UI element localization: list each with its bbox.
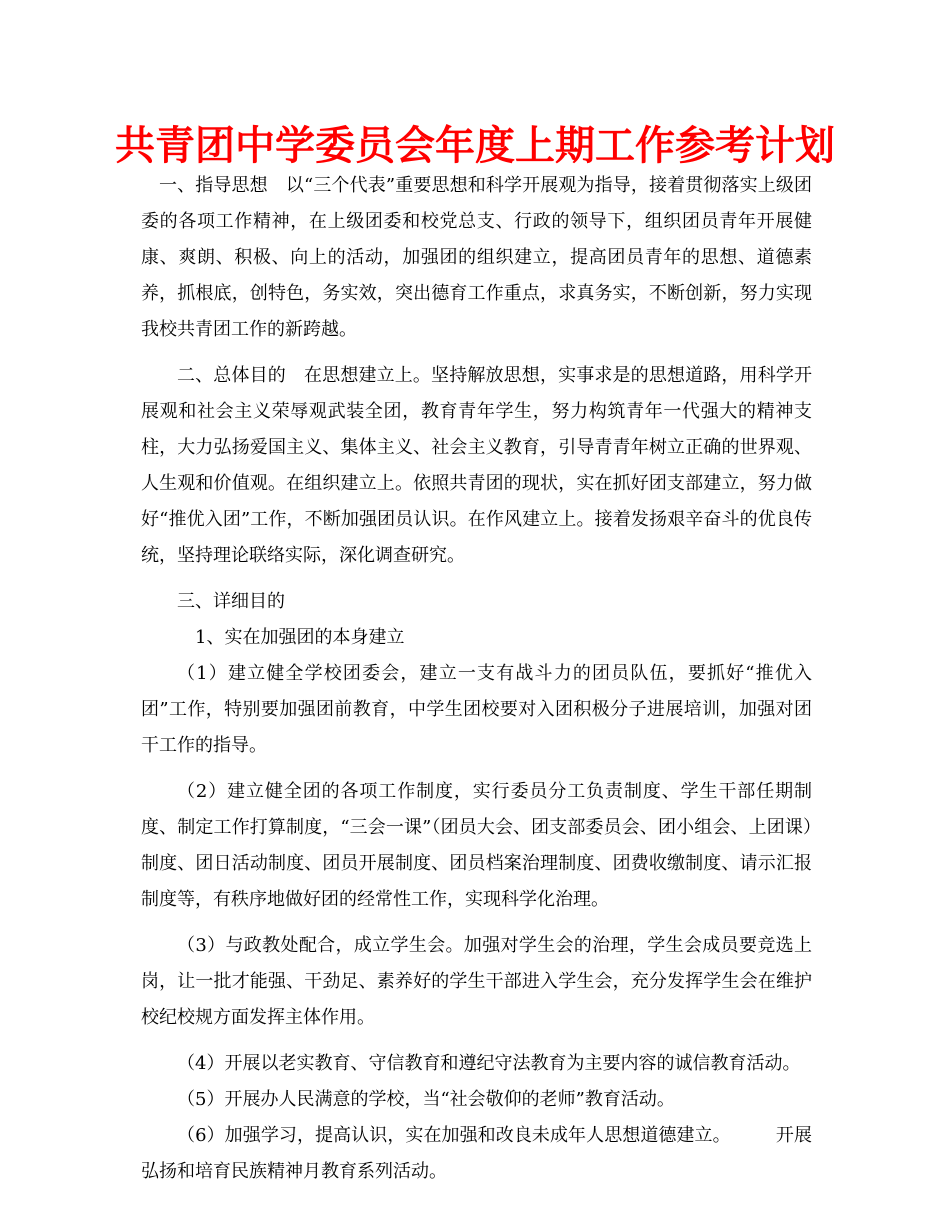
paragraph-guiding-ideology: 一、指导思想 以“三个代表”重要思想和科学开展观为指导，接着贯彻落实上级团委的各项工作精神，在上级团委和校党总支、行政的领导下，组织团员青年开展健康、爽朗、积极、向上的活动，加强团的组织建立，提高团员青年的思想、道德素养，抓根底，创特色，务实效，突出德育工作重点，求真务实，不断创新，努力实现我校共青团工作的新跨越。	[141, 175, 812, 340]
document-body	[141, 168, 812, 1190]
paragraph-overall-goals: 二、总体目的 在思想建立上。坚持解放思想，实事求是的思想道路，用科学开展观和社会主义荣辱观武装全团，教育青年学生，努力构筑青年一代强大的精神支柱，大力弘扬爱国主义、集体主义、社会主义教育，引导青青年树立正确的世界观、人生观和价值观。在组织建立上。依照共青团的现状，实在抓好团支部建立，努力做好“推优入团”工作，不断加强团员认识。在作风建立上。接着发扬艰辛奋斗的优良传统，坚持理论联络实际，深化调查研究。	[141, 365, 812, 566]
list-item-5: （5）开展办人民满意的学校，当“社会敬仰的老师”教育活动。	[177, 1089, 675, 1110]
list-item-4: （4）开展以老实教育、守信教育和遵纪守法教育为主要内容的诚信教育活动。	[177, 1053, 801, 1074]
list-item-1: （1）建立健全学校团委会，建立一支有战斗力的团员队伍，要抓好“推优入团”工作，特别要加强团前教育，中学生团校要对入团积极分子进展培训，加强对团干工作的指导。	[141, 663, 812, 756]
heading-detailed-goals: 三、详细目的	[177, 591, 285, 612]
list-item-2: （2）建立健全团的各项工作制度，实行委员分工负责制度、学生干部任期制度、制定工作打算制度，“三会一课”（团员大会、团支部委员会、团小组会、上团课）制度、团日活动制度、团员开展制度、团员档案治理制度、团费收缴制度、请示汇报制度等，有秩序地做好团的经常性工作，实现科学化治理。	[141, 781, 812, 910]
list-item-6: （6）加强学习，提高认识，实在加强和改良未成年人思想道德建立。 开展弘扬和培育民族精神月教育系列活动。	[141, 1125, 812, 1182]
document-title: 共青团中学委员会年度上期工作参考计划	[115, 123, 835, 169]
list-item-3: （3）与政教处配合，成立学生会。加强对学生会的治理，学生会成员要竞选上岗，让一批才能强、干劲足、素养好的学生干部进入学生会，充分发挥学生会在维护校纪校规方面发挥主体作用。	[141, 935, 812, 1028]
subheading-self-building: 1、实在加强团的本身建立	[195, 627, 405, 648]
